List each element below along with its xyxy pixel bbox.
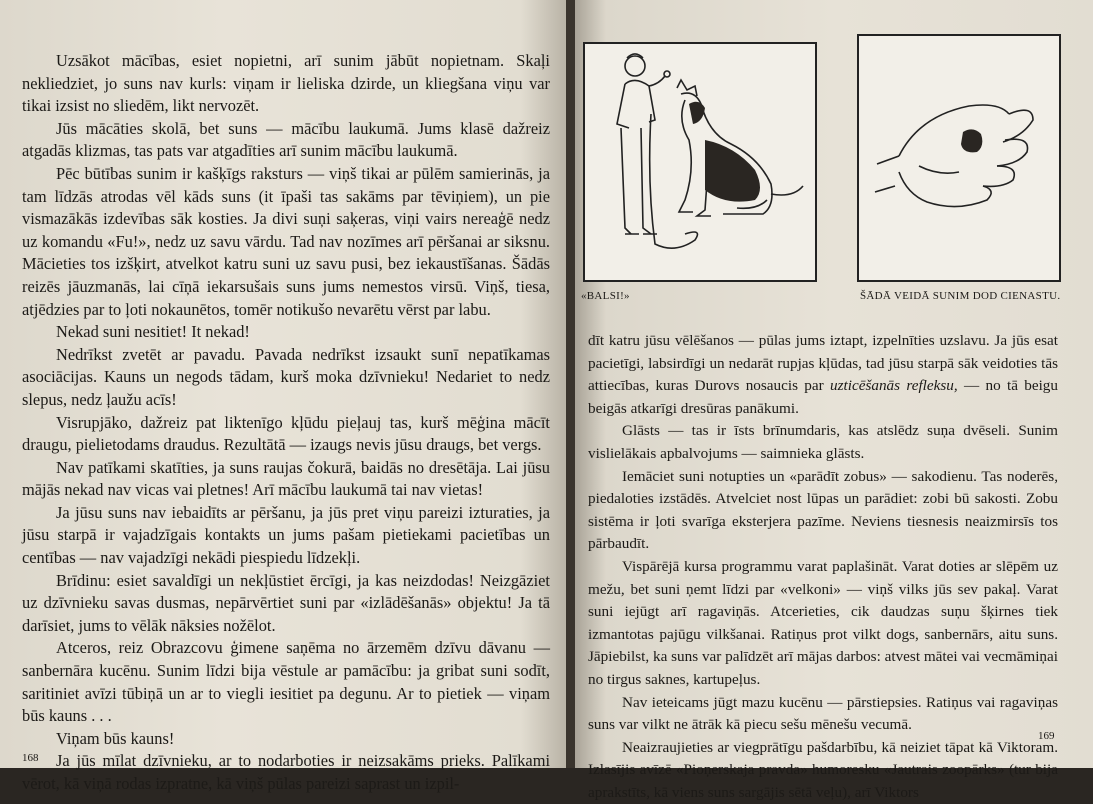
paragraph: Visrupjāko, dažreiz pat liktenīgo kļūdu pieļauj tas, kurš mēģina mācīt draugu, pielietodams draudus. Rezultātā — izaugs nevis jūsu draugs, bet vergs. <box>22 412 550 455</box>
right-page <box>575 0 1093 801</box>
paragraph: Nav ieteicams jūgt mazu kucēnu — pārstiepsies. Ratiņus vai ragaviņas suns var vilkt ne ātrāk kā piecu sešu mēnešu vecumā. <box>588 693 1058 734</box>
paragraph: Uzsākot mācības, esiet nopietni, arī sunim jābūt nopietnam. Skaļi nekliedziet, jo suns nav kurls: viņam ir lieliska dzirde, un kliegšana viņu var tikai izsist no sliedēm, likt nervozēt. <box>22 51 550 116</box>
paragraph: Pēc būtības sunim ir kašķīgs raksturs — viņš tikai ar pūlēm samierinās, ja tam līdzās atrodas vēl kāds suns (it īpaši tas sakāms par tēviņiem), un pie vismazākās izdevības sāk kosties. Ja divi suņi saķeras, viņi vairs nereaģē nedz uz komandu «Fu!», nedz uz savu vārdu. Tad nav nozīmes arī pēršanai ar siksnu. Mācieties tos izšķirt, atvelkot katru suni uz savu pusi, bez iekaustīšanas. Šādās reizēs jāuzmanās, lai cīņā iekarsušais suns jums nemestos virsū. Viņš, tiesa, atjēdzies par to ļoti nokaunētos, tomēr notikušo nevarētu vērst par labu. <box>22 163 550 319</box>
paragraph: Neaizraujieties ar viegprātīgu pašdarbību, kā neiziet tāpat kā Viktoram. Izlasījis avīzē «Pioņerskaja pravda» humoresku «Jautrais zoopārks» (tur bija aprakstīts, kā viens suns sargājis sētā veļu), arī Viktors <box>588 738 1058 801</box>
hand-drawing <box>859 36 1059 280</box>
paragraph: Ja jūs mīlat dzīvnieku, ar to nodarboties ir neizsakāms prieks. Palīkami vērot, kā viņā rodas izpratne, kā viņš pūlas pareizi saprast un izpil- <box>22 751 550 793</box>
paragraph: Nedrīkst zvetēt ar pavadu. Pavada nedrīkst izsaukt sunī nepatīkamas asociācijas. Kauns un negods tādam, kurš moka dzīvnieku! Nedariet to nedz slepus, nedz ļaužu acīs! <box>22 344 550 409</box>
paragraph: Glāsts — tas ir īsts brīnumdaris, kas atslēdz suņa dvēseli. Sunim vislielākais apbalvojums — saimnieka glāsts. <box>588 422 1058 462</box>
caption-treat: ŠĀDĀ VEIDĀ SUNIM DOD CIENASTU. <box>860 290 1061 302</box>
paragraph-text: dīt katru jūsu vēlēšanos — pūlas jums iztapt, izpelnīties uzslavu. Ja jūs esat pacietīgi, labsirdīgi un nedarāt rupjas kļūdas, tad jūsu starpā sāk veidoties tās attiecības, kuras Durovs nosaucis par <box>588 332 1058 395</box>
paragraph: Viņam būs kauns! <box>56 728 175 748</box>
paragraph: Brīdinu: esiet savaldīgi un nekļūstiet ērcīgi, ja kas neizdodas! Neizgāziet uz dzīvnieku savas dusmas, nepārvērtiet suni par «izlādēšanās» objektu! Ja tā darīsiet, jums to vēlāk nāksies nožēlot. <box>22 570 550 635</box>
page-number: 169 <box>1038 730 1055 742</box>
emphasis-text: uzticēšanās refleksu, <box>830 377 958 395</box>
paragraph: Vispārējā kursa programmu varat paplašināt. Varat doties ar slēpēm uz mežu, bet suni ņemt līdzi par «velkoni» — viņš vilks jūs sev pakaļ. Varat suni iejūgt arī ragaviņās. Atcerieties, cik daudzas suņu šķirnes tiek izmantotas pajūgu vilkšanai. Ratiņus prot vilkt dogs, sanbernārs, aitu suns. Jāpiebilst, ka suns var palīdzēt arī mājas darbos: atvest mātei vai vecmāmiņai no tirgus saknes, kartupeļus. <box>588 557 1058 688</box>
paragraph: Nekad suni nesitiet! It nekad! <box>56 322 250 342</box>
book-gutter <box>566 0 575 768</box>
left-page-text <box>22 50 550 796</box>
paragraph: Nav patīkami skatīties, ja suns raujas čokurā, baidās no dresētāja. Lai jūsu mājās nekad nav vicas vai pletnes! Arī mācību laukumā tai nav vietas! <box>22 457 550 500</box>
page-number: 168 <box>22 752 39 764</box>
right-page-text <box>588 330 1058 804</box>
boy-with-dog-illustration <box>583 42 817 282</box>
paragraph-text-end: — no tā beigu beigās atkarīgi dresūras panākumi. <box>588 377 1058 417</box>
boy-dog-drawing <box>585 44 815 280</box>
paragraph-continued <box>588 330 1058 420</box>
paragraph: Jūs mācāties skolā, bet suns — mācību laukumā. Jums klasē dažreiz atgadās klizmas, tas pats var atgadīties arī sunim mācību laukumā. <box>22 118 550 161</box>
paragraph: Ja jūsu suns nav iebaidīts ar pēršanu, ja jūs pret viņu pareizi izturaties, ja jūsu starpā ir vajadzīgais kontakts un jums pašam pietiekami pacietības un centības — nav vajadzīgi nekādi piespiedu līdzekļi. <box>22 502 550 568</box>
paragraph: Atceros, reiz Obrazcovu ģimene saņēma no ārzemēm dzīvu dāvanu — sanbernāra kucēnu. Sunim līdzi bija vēstule ar pamācību: ja gribat suni sodīt, saritiniet avīzi tūbiņā un ar to viegli iesitiet pa degunu. Ar to pietiek — viņam būs kauns . . . <box>22 638 550 726</box>
paragraph: Iemāciet suni notupties un «parādīt zobus» — sakodienu. Tas noderēs, piedaloties izstādēs. Atvelciet nost lūpas un parādiet: zobi bū sakosti. Zobu sistēma ir ļoti svarīga eksterjera pazīme. Neviens tiesnesis neaizmirsīs tos pārbaudīt. <box>588 467 1058 553</box>
hand-with-treat-illustration <box>857 34 1061 282</box>
caption-balsi: «BALSI!» <box>581 290 630 302</box>
